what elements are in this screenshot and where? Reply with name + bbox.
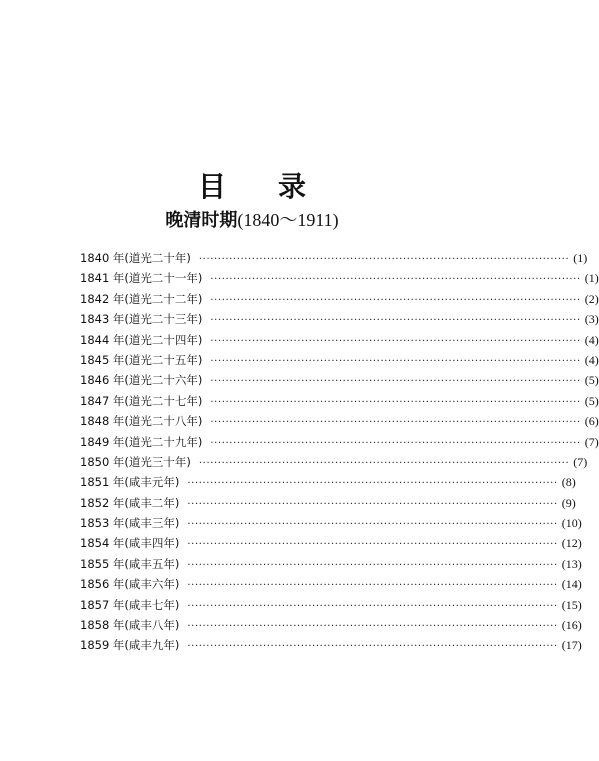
toc-dot-leader: ··································································································: [187, 641, 558, 653]
toc-entry[interactable]: [80, 391, 599, 411]
toc-entry[interactable]: [80, 268, 599, 288]
toc-entry-label: 1850 年(道光三十年): [80, 454, 191, 469]
toc-entry[interactable]: [80, 452, 588, 472]
section-year-range: (1840～1911): [237, 210, 339, 230]
toc-dot-leader: ··································································································: [210, 376, 581, 388]
toc-entry[interactable]: [80, 635, 582, 655]
toc-entry[interactable]: [80, 533, 582, 553]
toc-dot-leader: ··································································································: [210, 417, 581, 429]
toc-page-number: (9): [561, 495, 576, 510]
toc-page-number: (1): [573, 251, 588, 265]
toc-entry[interactable]: [80, 574, 582, 594]
toc-entry-label: 1844 年(道光二十四年): [80, 332, 203, 347]
toc-page-number: (8): [561, 475, 576, 490]
toc-page-number: (3): [584, 312, 599, 327]
toc-entry[interactable]: [80, 330, 599, 350]
toc-page-number: (17): [561, 638, 582, 653]
toc-entry[interactable]: [80, 595, 582, 615]
toc-entry-label: 1841 年(道光二十一年): [80, 271, 203, 286]
toc-entry[interactable]: [80, 513, 582, 533]
toc-dot-leader: ··································································································: [187, 559, 558, 571]
toc-entry-label: 1852 年(咸丰二年): [80, 495, 180, 510]
toc-dot-leader: ··································································································: [210, 315, 581, 327]
toc-entry[interactable]: [80, 615, 582, 635]
toc-dot-leader: ··································································································: [198, 457, 570, 469]
toc-entry-label: 1855 年(咸丰五年): [80, 556, 180, 571]
toc-entry[interactable]: [80, 411, 599, 431]
toc-entry[interactable]: [80, 472, 576, 492]
toc-entry-label: 1851 年(咸丰元年): [80, 475, 180, 490]
toc-page-number: (5): [584, 393, 599, 408]
toc-dot-leader: ··································································································: [187, 621, 558, 633]
toc-entry[interactable]: [80, 432, 599, 452]
toc-page-number: (4): [584, 332, 599, 347]
toc-dot-leader: ··································································································: [210, 335, 581, 347]
toc-entry-label: 1848 年(道光二十八年): [80, 414, 203, 429]
toc-page-number: (15): [561, 597, 582, 612]
page-title: 目录: [197, 169, 358, 203]
toc-dot-leader: ··································································································: [198, 254, 570, 265]
toc-dot-leader: ··································································································: [187, 498, 558, 510]
toc-dot-leader: ··································································································: [210, 396, 581, 408]
toc-entry[interactable]: [80, 309, 599, 329]
toc-entry-label: 1845 年(道光二十五年): [80, 352, 203, 367]
toc-entry-label: 1859 年(咸丰九年): [80, 638, 180, 653]
toc-page-number: (7): [573, 454, 588, 469]
section-heading: [0, 207, 504, 234]
toc-dot-leader: ··································································································: [210, 437, 581, 449]
toc-entry-label: 1846 年(道光二十六年): [80, 373, 203, 388]
toc-dot-leader: ··································································································: [210, 274, 581, 286]
toc-page-number: (12): [561, 536, 582, 551]
toc-entry[interactable]: [80, 350, 599, 370]
toc-entry[interactable]: [80, 289, 599, 309]
toc-entry-label: 1842 年(道光二十二年): [80, 291, 203, 306]
toc-entry-label: 1856 年(咸丰六年): [80, 577, 180, 592]
toc-page-number: (2): [584, 291, 599, 306]
toc-entry-label: 1843 年(道光二十三年): [80, 312, 203, 327]
toc-page-number: (16): [561, 618, 582, 633]
toc-page-number: (7): [584, 434, 599, 449]
toc-entry-label: 1849 年(道光二十九年): [80, 434, 203, 449]
toc-dot-leader: ··································································································: [187, 580, 558, 592]
toc-page-number: (10): [561, 516, 582, 531]
toc-entry-label: 1853 年(咸丰三年): [80, 516, 180, 531]
toc-page-number: (4): [584, 352, 599, 367]
toc-dot-leader: ··································································································: [187, 600, 558, 612]
toc-dot-leader: ··································································································: [187, 539, 558, 551]
toc-entry-label: 1858 年(咸丰八年): [80, 618, 180, 633]
toc-dot-leader: ··································································································: [187, 519, 558, 531]
toc-list: [80, 248, 599, 656]
toc-page-number: (14): [561, 577, 582, 592]
toc-entry-label: 1840 年(道光二十年): [80, 251, 191, 265]
toc-entry[interactable]: [80, 370, 599, 390]
toc-dot-leader: ··································································································: [187, 478, 558, 490]
toc-entry-label: 1857 年(咸丰七年): [80, 597, 180, 612]
toc-entry-label: 1847 年(道光二十七年): [80, 393, 203, 408]
toc-page-number: (13): [561, 556, 582, 571]
toc-entry[interactable]: [80, 248, 588, 268]
section-title: 晚清时期: [165, 210, 238, 231]
toc-entry[interactable]: [80, 554, 582, 574]
toc-page-number: (6): [584, 414, 599, 429]
toc-page-number: (5): [584, 373, 599, 388]
toc-dot-leader: ··································································································: [210, 294, 581, 306]
toc-entry-label: 1854 年(咸丰四年): [80, 536, 180, 551]
toc-dot-leader: ··································································································: [210, 355, 581, 367]
toc-entry[interactable]: [80, 493, 576, 513]
toc-page-number: (1): [584, 271, 599, 286]
